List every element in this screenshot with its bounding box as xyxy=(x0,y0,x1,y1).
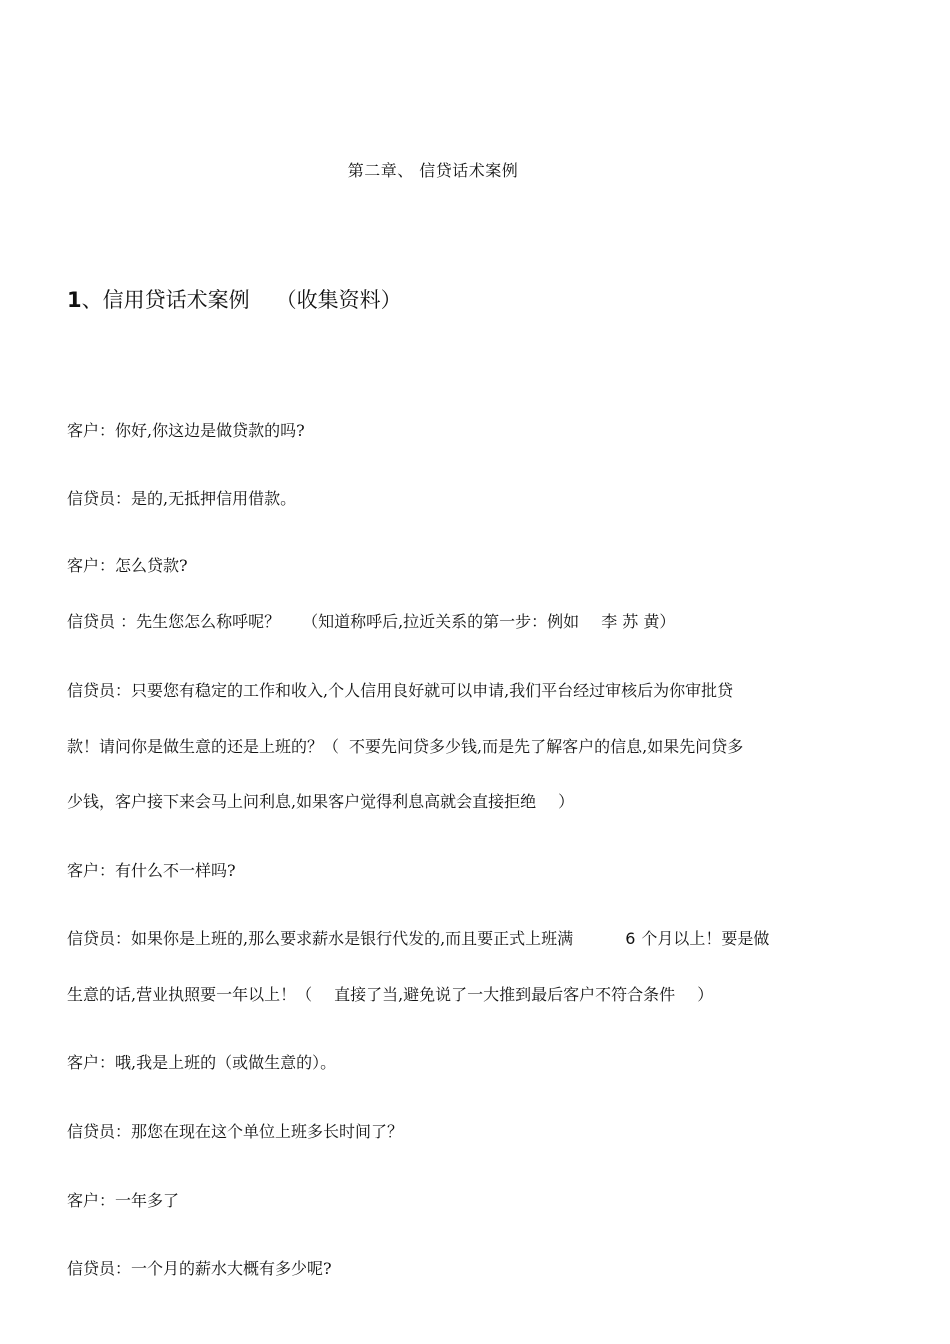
dialogue-line: 信贷员：只要您有稳定的工作和收入,个人信用良好就可以申请,我们平台经过审核后为你审批贷 xyxy=(67,681,734,700)
dialogue-annotation: 不要先问贷多少钱,而是先了解客户的信息,如果先问贷多 xyxy=(349,737,744,756)
dialogue-line: 客户：你好,你这边是做贷款的吗? xyxy=(67,421,305,440)
dialogue-number: 6 xyxy=(625,929,636,948)
dialogue-line: 信贷员：那您在现在这个单位上班多长时间了？ xyxy=(67,1122,404,1141)
dialogue-line xyxy=(67,611,675,633)
chapter-title: 第二章、 信贷话术案例 xyxy=(347,161,519,180)
dialogue-line xyxy=(67,791,574,813)
dialogue-line xyxy=(67,984,713,1006)
dialogue-line: 客户：哦,我是上班的（或做生意的）。 xyxy=(67,1053,337,1072)
dialogue-annotation-close: ） xyxy=(558,792,575,811)
dialogue-text: 个月以上！要是做 xyxy=(641,929,770,948)
dialogue-line xyxy=(67,928,769,950)
dialogue-text: 少钱，客户接下来会马上问利息,如果客户觉得利息高就会直接拒绝 xyxy=(67,792,537,811)
dialogue-line: 信贷员：是的,无抵押信用借款。 xyxy=(67,489,297,508)
dialogue-line: 客户：一年多了 xyxy=(67,1191,180,1210)
dialogue-line: 信贷员：一个月的薪水大概有多少呢? xyxy=(67,1259,332,1278)
section-title: 、信用贷话术案例 xyxy=(81,288,250,312)
section-heading xyxy=(67,284,402,314)
dialogue-text: 生意的话,营业执照要一年以上！（ xyxy=(67,985,313,1004)
dialogue-annotation: （知道称呼后,拉近关系的第一步：例如 xyxy=(302,612,580,631)
dialogue-annotation-close: ） xyxy=(697,985,714,1004)
dialogue-line: 客户：有什么不一样吗? xyxy=(67,861,236,880)
section-number: 1 xyxy=(67,288,82,312)
dialogue-annotation-names: 李 苏 黄） xyxy=(601,612,676,631)
dialogue-text: 款！请问你是做生意的还是上班的？（ xyxy=(67,737,340,756)
dialogue-speaker-text: 信贷员 ：先生您怎么称呼呢？ xyxy=(67,612,281,631)
dialogue-line xyxy=(67,736,743,758)
section-note: （收集资料） xyxy=(275,288,402,312)
dialogue-line: 客户：怎么贷款? xyxy=(67,556,188,575)
dialogue-annotation: 直接了当,避免说了一大推到最后客户不符合条件 xyxy=(334,985,676,1004)
dialogue-text: 信贷员：如果你是上班的,那么要求薪水是银行代发的,而且要正式上班满 xyxy=(67,929,574,948)
